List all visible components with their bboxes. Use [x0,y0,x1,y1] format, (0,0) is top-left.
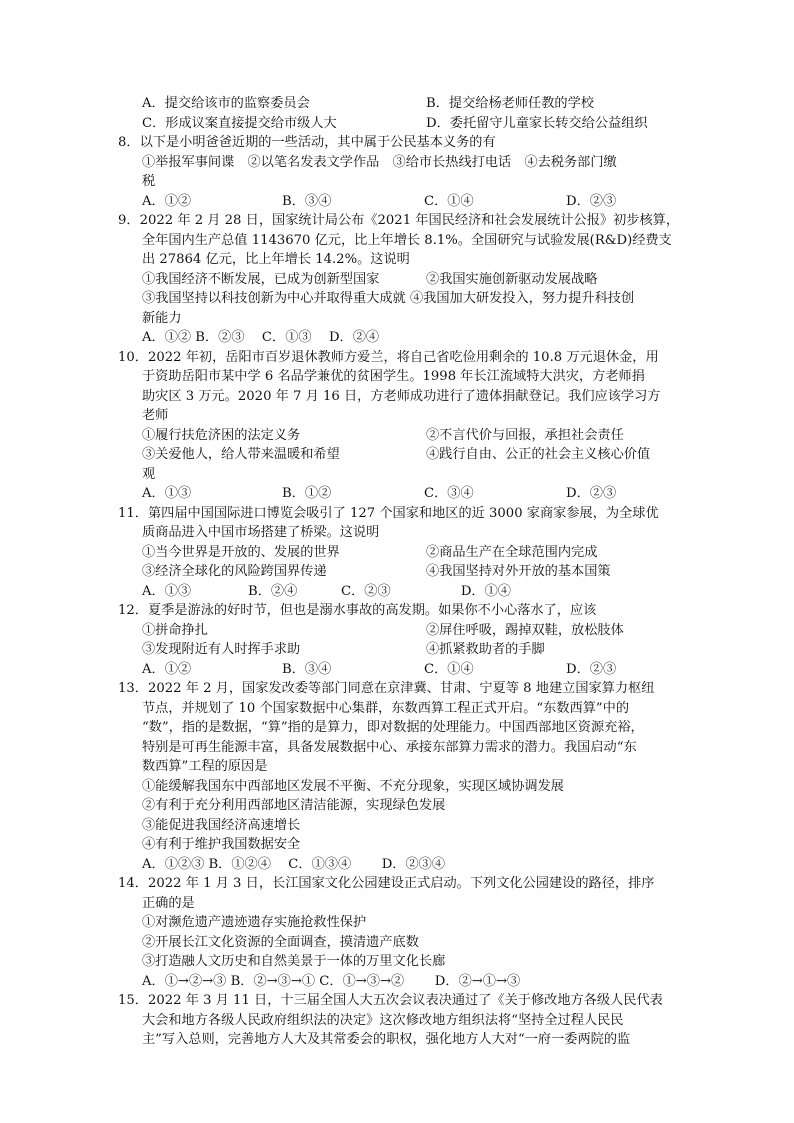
text-line: 15．2022 年 3 月 11 日，十三届全国人大五次会议表决通过了《关于修改地方各级人民代表 [118,993,663,1008]
answer-option: B．①② [282,486,332,501]
answer-option: A．①③ [142,486,192,501]
answer-option: A．①② [142,193,192,209]
text-line: ③能促进我国经济高速增长 [142,817,301,833]
choice-left: ①拼命挣扎 [142,622,208,638]
choice-right: D．委托留守儿童家长转交给公益组织 [426,115,648,131]
text-line [118,660,688,680]
text-line: 特别是可再生能源丰富，具备发展数据中心、承接东部算力需求的潜力。我国启动“东 [142,739,637,755]
text-line: 大会和地方各级人民政府组织法的决定》这次修改地方组织法将“坚持全过程人民民 [142,1012,624,1028]
text-line [118,426,688,446]
text-line [118,270,688,290]
choice-right: B．提交给杨老师任教的学校 [426,96,594,111]
text-line: 助灾区 3 万元。2020 年 7 月 16 日，方老师成功进行了遗体捐献登记。我们应该学习方 [142,388,661,404]
choice-left: A．提交给该市的监察委员会 [142,96,310,111]
text-line [118,484,688,504]
text-line: A．①→②→③ B．②→③→① C．①→③→② D．②→①→③ [142,973,521,989]
choice-left: ①履行扶危济困的法定义务 [142,427,301,443]
answer-option: B．③④ [282,193,332,209]
text-line: 11．第四届中国国际进口博览会吸引了 127 个国家和地区的近 3000 家商家参展，为全球优 [118,505,659,521]
text-line: 税 [142,174,156,189]
text-line: A．①③ B．②④ C．②③ D．①④ [142,583,511,599]
choice-right: ②商品生产在全球范围内完成 [426,544,598,560]
choice-right: ②屏住呼吸，踢掉双鞋，放松肢体 [426,622,624,638]
text-line: 全年国内生产总值 1143670 亿元，比上年增长 8.1%。全国研究与试验发展(R&D)经费支 [142,232,672,248]
choice-left: ①我国经济不断发展，已成为创新型国家 [142,271,380,287]
answer-option: C．①④ [424,193,474,209]
text-line: 主”写入总则，完善地方人大及其常委会的职权，强化地方人大对“一府一委两院的监 [142,1032,631,1047]
choice-left: ①当今世界是开放的、发展的世界 [142,544,340,560]
text-line: 正确的是 [142,895,195,911]
answer-option: D．②③ [566,193,617,209]
choice-left: C．形成议案直接提交给市级人大 [142,115,337,131]
text-line [118,621,688,641]
answer-option: A．①② [142,661,192,677]
choice-left: ③关爱他人，给人带来温暖和希望 [142,447,340,462]
text-line: 观 [142,466,156,482]
text-line: 9．2022 年 2 月 28 日，国家统计局公布《2021 年国民经济和社会发展统计公报》初步核算， [118,213,680,228]
answer-option: D．②③ [566,661,617,677]
text-line: ①能缓解我国东中西部地区发展不平衡、不充分现象，实现区域协调发展 [142,778,564,794]
text-line [118,445,688,465]
answer-option: C．③④ [424,486,474,501]
text-line: 老师 [142,408,169,423]
text-line: 质商品进入中国市场搭建了桥梁。这说明 [142,525,380,540]
text-line: 13．2022 年 2 月，国家发改委等部门同意在京津冀、甘肃、宁夏等 8 地建立国家算力枢纽 [118,681,655,696]
choice-right: ④我国坚持对外开放的基本国策 [426,564,611,579]
text-line: 12．夏季是游泳的好时节，但也是溺水事故的高发期。如果你不小心落水了，应该 [118,603,597,618]
text-line: “数”，指的是数据，“算”指的是算力，即对数据的处理能力。中国西部地区资源充裕， [142,720,644,735]
choice-left: ③经济全球化的风险跨国界传递 [142,564,327,579]
text-line: ②开展长江文化资源的全面调查，摸清遗产底数 [142,934,419,950]
text-line [118,192,688,212]
text-line: 出 27864 亿元，比上年增长 14.2%。这说明 [142,252,410,267]
text-line: 数西算”工程的原因是 [142,759,268,774]
text-line: ③打造融人文历史和自然美景于一体的万里文化长廊 [142,954,446,969]
choice-left: ③发现附近有人时挥手求助 [142,642,301,657]
text-line [118,114,688,134]
text-line: 14．2022 年 1 月 3 日，长江国家文化公园建设正式启动。下列文化公园建设的路径，排序 [118,876,655,891]
choice-right: ②不言代价与回报，承担社会责任 [426,427,624,443]
answer-option: B．③④ [282,661,332,677]
text-line: ④有利于维护我国数据安全 [142,837,301,852]
text-line: ②有利于充分利用西部地区清洁能源，实现绿色发展 [142,798,446,813]
answer-option: C．①④ [424,661,474,677]
text-line: 于资助岳阳市某中学 6 名品学兼优的贫困学生。1998 年长江流域特大洪灾，方老师捐 [142,369,645,384]
text-line [118,640,688,660]
text-line [118,543,688,563]
text-line: 节点，并规划了 10 个国家数据中心集群，东数西算工程正式开启。“东数西算”中的 [142,700,630,716]
text-line: A．①②③ B．①②④ C．①③④ D．②③④ [142,856,446,872]
text-line [118,94,688,114]
text-line: 10．2022 年初，岳阳市百岁退休教师方爱兰，将自己省吃俭用剩余的 10.8 万元退休金，用 [118,349,659,365]
text-line [118,562,688,582]
text-line: ①举报军事间谍 ②以笔名发表文学作品 ③给市长热线打电话 ④去税务部门缴 [142,154,617,170]
choice-right: ④抓紧救助者的手脚 [426,642,545,657]
text-line: 8．以下是小明爸爸近期的一些活动，其中属于公民基本义务的有 [118,135,496,150]
text-line: 新能力 [142,310,182,326]
answer-option: D．②③ [566,486,617,501]
question-text [118,94,688,1050]
text-line: ①对濒危遗产遗迹遗存实施抢救性保护 [142,915,367,930]
text-line: ③我国坚持以科技创新为中心并取得重大成就 ④我国加大研发投入，努力提升科技创 [142,291,635,306]
choice-right: ②我国实施创新驱动发展战略 [426,271,598,287]
text-line: A．①② B．②③ C．①③ D．②④ [142,330,380,345]
choice-right: ④践行自由、公正的社会主义核心价值 [426,447,651,462]
